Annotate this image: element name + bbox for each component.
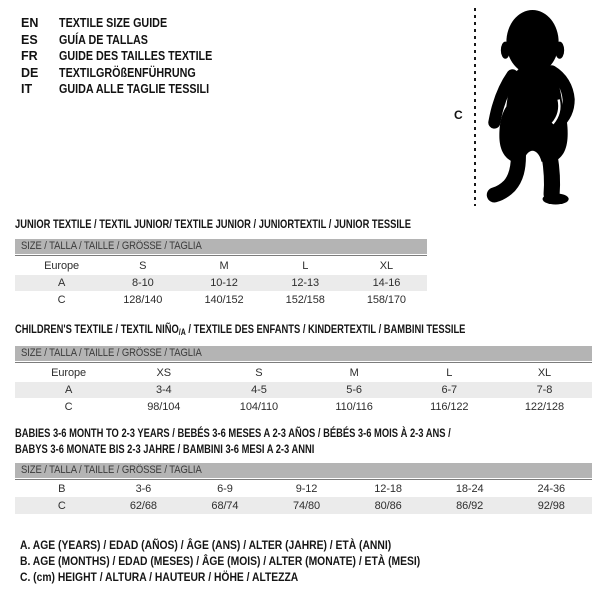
size-col-l: L [446, 366, 453, 379]
language-title-list [21, 15, 237, 98]
junior-title-text: JUNIOR TEXTILE / TEXTIL JUNIOR/ TEXTILE JUNIOR / JUNIORTEXTIL / JUNIOR TESSILE [15, 217, 411, 231]
row-label: B [58, 482, 66, 495]
babies-row-b [15, 479, 592, 497]
children-title-subscript: /A [178, 327, 186, 337]
language-label: GUIDA ALLE TAGLIE TESSILI [59, 82, 210, 97]
value-cell: 62/68 [129, 499, 157, 512]
size-band-label: SIZE / TALLA / TAILLE / GRÖSSE / TAGLIA [21, 464, 202, 476]
value-cell: 14-16 [372, 277, 401, 289]
value-cell: 152/158 [285, 293, 325, 306]
children-section-title [15, 321, 592, 340]
value-cell: 6-9 [217, 482, 233, 495]
value-cell: 5-6 [346, 384, 362, 396]
size-col-xs: XS [156, 366, 171, 379]
size-band [15, 346, 592, 361]
value-cell: 92/98 [537, 499, 565, 512]
size-band [15, 239, 427, 254]
row-label: A [64, 384, 73, 396]
toddler-right-foot [543, 193, 569, 204]
toddler-right-ear [555, 42, 564, 59]
value-cell: 10-12 [210, 277, 238, 289]
toddler-left-ear [501, 42, 510, 59]
size-band-label: SIZE / TALLA / TAILLE / GRÖSSE / TAGLIA [21, 240, 202, 252]
size-col-xl: XL [379, 259, 394, 272]
legend-text: C. (cm) HEIGHT / ALTURA / HAUTEUR / HÖHE / ALTEZZA [20, 570, 299, 584]
value-cell: 7-8 [536, 384, 553, 396]
value-cell: 4-5 [251, 384, 267, 396]
value-cell: 128/140 [123, 293, 163, 306]
children-title-post: / TEXTILE DES ENFANTS / KINDERTEXTIL / BAMBINI TESSILE [185, 322, 466, 336]
junior-header-row [15, 255, 427, 275]
size-col-xl: XL [537, 366, 552, 379]
children-size-table [15, 346, 592, 415]
language-row-de [21, 65, 237, 82]
children-row-c [15, 398, 592, 415]
legend-line-b [20, 553, 485, 569]
value-cell: 24-36 [537, 482, 566, 495]
size-col-l: L [302, 259, 309, 272]
legend-text: B. AGE (MONTHS) / EDAD (MESES) / ÂGE (MOIS) / ALTER (MONATE) / ETÀ (MESI) [20, 554, 421, 568]
children-title-text [15, 321, 465, 340]
babies-row-c [15, 497, 592, 514]
value-cell: 12-13 [291, 277, 320, 289]
language-code: DE [21, 65, 39, 80]
language-row-fr [21, 48, 237, 65]
value-cell: 9-12 [295, 482, 318, 495]
height-measure-label: C [454, 108, 463, 122]
row-label: C [57, 499, 66, 512]
row-label: A [57, 277, 66, 289]
children-row-a [15, 382, 592, 398]
region-label: Europe [51, 366, 87, 379]
legend-text: A. AGE (YEARS) / EDAD (AÑOS) / ÂGE (ANS) / ALTER (JAHRE) / ETÀ (ANNI) [20, 538, 392, 552]
language-label: GUÍA DE TALLAS [59, 32, 148, 47]
height-measure-dotted-line [474, 8, 476, 206]
babies-size-table [15, 463, 592, 514]
value-cell: 158/170 [366, 293, 406, 306]
junior-size-table [15, 239, 427, 308]
value-cell: 110/116 [335, 400, 373, 413]
size-band [15, 463, 592, 478]
value-cell: 116/122 [430, 400, 469, 413]
row-label: C [64, 400, 73, 413]
children-title-pre: CHILDREN'S TEXTILE / TEXTIL NIÑO [15, 322, 179, 336]
measurement-legend [20, 537, 485, 585]
value-cell: 68/74 [211, 499, 239, 512]
value-cell: 74/80 [293, 499, 321, 512]
language-label: TEXTILE SIZE GUIDE [59, 16, 168, 30]
value-cell: 12-18 [374, 482, 402, 495]
language-label: GUIDE DES TAILLES TEXTILE [59, 49, 213, 64]
language-row-es [21, 32, 237, 49]
size-col-m: M [219, 259, 229, 272]
value-cell: 3-6 [135, 482, 152, 495]
value-cell: 6-7 [441, 384, 458, 396]
region-label: Europe [44, 259, 80, 272]
value-cell: 86/92 [456, 499, 484, 512]
language-label: TEXTILGRÖßENFÜHRUNG [59, 65, 196, 80]
value-cell: 104/110 [239, 400, 279, 413]
value-cell: 8-10 [131, 277, 154, 289]
value-cell: 140/152 [204, 293, 244, 306]
language-code: EN [21, 16, 39, 30]
babies-title-line1: BABIES 3-6 MONTH TO 2-3 YEARS / BEBÉS 3-6 MESES A 2-3 AÑOS / BÉBÉS 3-6 MOIS À 2-3 ANS / [15, 426, 451, 440]
children-header-row [15, 362, 592, 382]
size-col-m: M [349, 366, 359, 379]
junior-row-c [15, 291, 427, 308]
toddler-silhouette [485, 7, 578, 208]
language-row-en [21, 15, 237, 32]
legend-line-a [20, 537, 485, 553]
babies-section-title [15, 425, 574, 457]
value-cell: 98/104 [147, 400, 181, 413]
junior-section-title [15, 216, 523, 232]
legend-line-c [20, 569, 485, 585]
size-col-s: S [139, 259, 147, 272]
value-cell: 3-4 [155, 384, 172, 396]
size-col-s: S [255, 366, 263, 379]
babies-title-line2: BABYS 3-6 MONATE BIS 2-3 JAHRE / BAMBINI 3-6 MESI A 2-3 ANNI [15, 442, 315, 456]
row-label: C [57, 293, 66, 306]
junior-row-a [15, 275, 427, 291]
language-code: FR [21, 49, 38, 64]
language-row-it [21, 81, 237, 98]
language-code: IT [21, 82, 33, 97]
language-code: ES [21, 32, 38, 47]
size-band-label: SIZE / TALLA / TAILLE / GRÖSSE / TAGLIA [21, 347, 202, 359]
value-cell: 18-24 [455, 482, 484, 495]
value-cell: 122/128 [524, 400, 564, 413]
value-cell: 80/86 [374, 499, 402, 512]
